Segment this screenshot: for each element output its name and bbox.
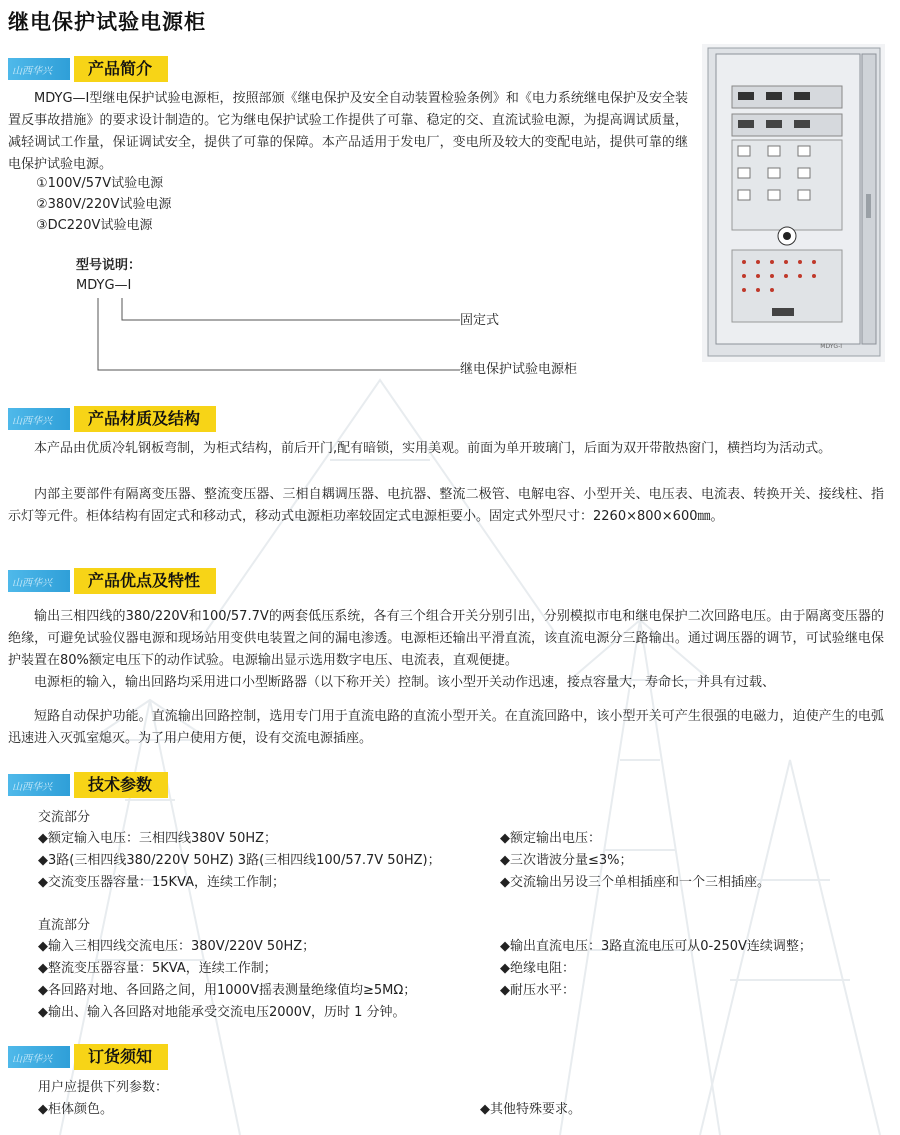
section-header-features bbox=[8, 568, 900, 594]
order-item-other: ◆其他特殊要求。 bbox=[480, 1102, 581, 1117]
ac-right-item-2: ◆三次谐波分量≤3%； bbox=[500, 853, 633, 868]
section-tab-decoration: 山西华兴 bbox=[8, 58, 70, 80]
ac-left-item-1: ◆额定输入电压：三相四线380V 50HZ； bbox=[38, 831, 278, 846]
order-intro: 用户应提供下列参数： bbox=[38, 1080, 169, 1095]
dc-right-item-1: ◆输出直流电压：3路直流电压可从0-250V连续调整； bbox=[500, 939, 812, 954]
section-title-features: 产品优点及特性 bbox=[74, 568, 216, 594]
section-tab-decoration: 山西华兴 bbox=[8, 1046, 70, 1068]
section-header-order bbox=[8, 1044, 900, 1070]
material-paragraph-2: 内部主要部件有隔离变压器、整流变压器、三相自耦调压器、电抗器、整流二极管、电解电容、小型开关、电压表、电流表、转换开关、接线柱、指示灯等元件。柜体结构有固定式和移动式，移动式电源柜功率较固定式电源柜要小。固定式外型尺寸：2260×800×600㎜。 bbox=[8, 487, 884, 524]
dc-right-item-2: ◆绝缘电阻： bbox=[500, 961, 575, 976]
page-title: 继电保护试验电源柜 bbox=[8, 10, 206, 34]
section-tab-decoration: 山西华兴 bbox=[8, 408, 70, 430]
section-tab-decoration: 山西华兴 bbox=[8, 774, 70, 796]
dc-section-title: 直流部分 bbox=[38, 918, 91, 933]
section-header-specs bbox=[8, 772, 900, 798]
features-paragraph-3: 短路自动保护功能。直流输出回路控制，选用专门用于直流电路的直流小型开关。在直流回路中，该小型开关可产生很强的电磁力，迫使产生的电弧迅速进入灭弧室熄灭。为了用户使用方便，设有交流电源插座。 bbox=[8, 709, 884, 746]
features-paragraph-2: 电源柜的输入，输出回路均采用进口小型断路器（以下称开关）控制。该小型开关动作迅速，接点容量大，寿命长，并具有过载、 bbox=[34, 675, 776, 690]
model-title: 型号说明： bbox=[76, 258, 142, 273]
dc-left-item-1: ◆输入三相四线交流电压：380V/220V 50HZ； bbox=[38, 939, 316, 954]
order-item-color: ◆柜体颜色。 bbox=[38, 1102, 113, 1117]
product-cabinet-photo bbox=[702, 44, 885, 362]
ac-left-item-3: ◆交流变压器容量：15KVA，连续工作制； bbox=[38, 875, 286, 890]
features-paragraph-1: 输出三相四线的380/220V和100/57.7V的两套低压系统，各有三个组合开关分别引出，分别模拟市电和继电保护二次回路电压。由于隔离变压器的绝缘，可避免试验仪器电源和现场站用变供电装置之间的漏电渗透。电源柜还输出平滑直流，该直流电源分三路输出。通过调压器的调节，可试验继电保护装置在80%额定电压下的动作试验。电源输出显示选用数字电压、电流表，直观便捷。 bbox=[8, 609, 884, 668]
dc-left-item-2: ◆整流变压器容量：5KVA，连续工作制； bbox=[38, 961, 277, 976]
model-diagram-lines bbox=[90, 294, 510, 376]
ac-left-item-2: ◆3路(三相四线380/220V 50HZ) 3路(三相四线100/57.7V 50HZ)； bbox=[38, 853, 441, 868]
section-title-order: 订货须知 bbox=[74, 1044, 168, 1070]
ac-right-item-1: ◆额定输出电压： bbox=[500, 831, 601, 846]
section-title-specs: 技术参数 bbox=[74, 772, 168, 798]
intro-paragraph: MDYG—I型继电保护试验电源柜，按照部颁《继电保护及安全自动装置检验条例》和《电力系统继电保护及安全装置反事故措施》的要求设计制造的。它为继电保护试验工作提供了可靠、稳定的交、直流试验电源，为提高调试质量，减轻调试工作量，保证调试安全，提供了可靠的保障。本产品适用于发电厂，变电所及较大的变配电站，提供可靠的继电保护试验电源。 bbox=[8, 91, 688, 172]
intro-item-1: ①100V/57V试验电源 bbox=[36, 176, 164, 191]
section-title-material: 产品材质及结构 bbox=[74, 406, 216, 432]
model-code: MDYG—I bbox=[76, 278, 132, 293]
dc-right-item-3: ◆耐压水平： bbox=[500, 983, 575, 998]
photo-panel-label: MDYG-I bbox=[820, 343, 842, 350]
ac-section-title: 交流部分 bbox=[38, 810, 91, 825]
section-header-material bbox=[8, 406, 900, 432]
dc-left-item-4: ◆输出、输入各回路对地能承受交流电压2000V，历时 1 分钟。 bbox=[38, 1005, 406, 1020]
model-label-name: 继电保护试验电源柜 bbox=[460, 362, 578, 377]
ac-right-item-3: ◆交流输出另设三个单相插座和一个三相插座。 bbox=[500, 875, 770, 890]
dc-left-item-3: ◆各回路对地、各回路之间，用1000V摇表测量绝缘值均≥5MΩ； bbox=[38, 983, 417, 998]
material-paragraph-1: 本产品由优质冷轧钢板弯制，为柜式结构，前后开门,配有暗锁，实用美观。前面为单开玻璃门，后面为双开带散热窗门，横挡均为活动式。 bbox=[34, 441, 832, 456]
intro-item-2: ②380V/220V试验电源 bbox=[36, 197, 172, 212]
intro-item-3: ③DC220V试验电源 bbox=[36, 218, 153, 233]
model-label-fixed: 固定式 bbox=[460, 313, 500, 328]
section-tab-decoration: 山西华兴 bbox=[8, 570, 70, 592]
section-title-intro: 产品简介 bbox=[74, 56, 168, 82]
